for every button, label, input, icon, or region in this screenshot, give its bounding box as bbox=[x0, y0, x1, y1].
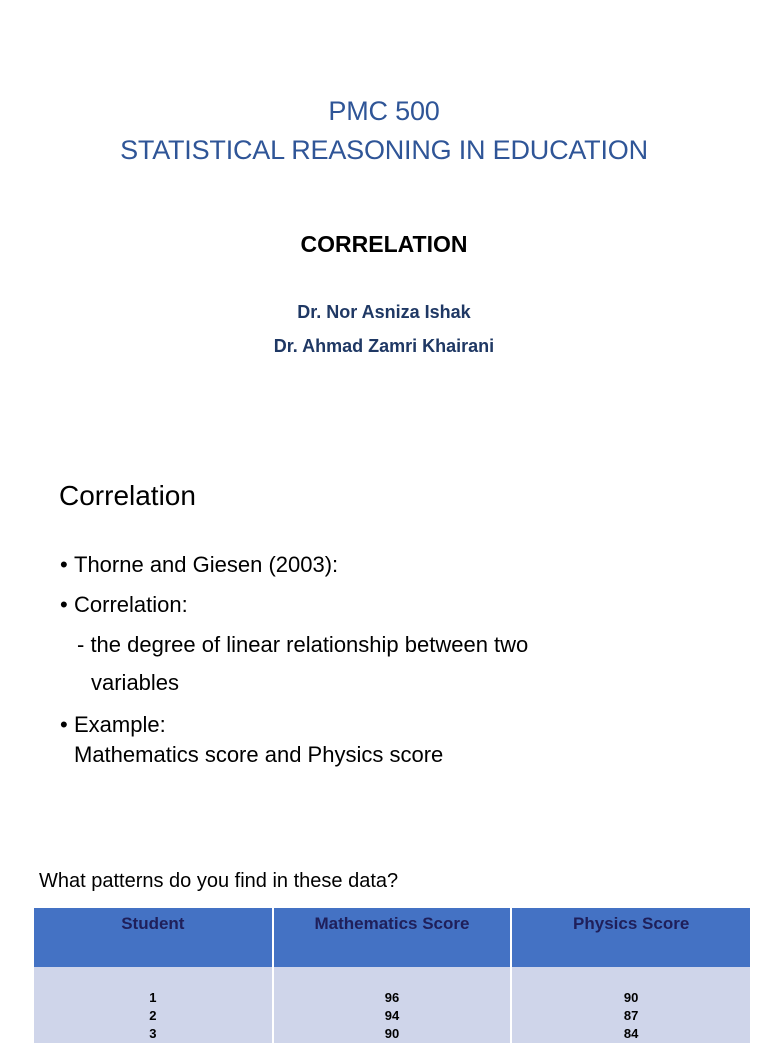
column-header-math: Mathematics Score bbox=[273, 908, 512, 967]
bullet-item bbox=[60, 590, 740, 620]
bullet-glyph: • bbox=[60, 592, 68, 617]
bullet-list bbox=[60, 550, 740, 770]
data-slide bbox=[0, 830, 768, 1041]
bullet-text: Example: bbox=[74, 712, 166, 737]
table-cell: 1 bbox=[34, 989, 273, 1007]
table-cell: 3 bbox=[34, 1025, 273, 1043]
column-header-student: Student bbox=[34, 908, 273, 967]
question-text: What patterns do you find in these data? bbox=[39, 870, 399, 892]
table-row bbox=[34, 1007, 750, 1025]
table-cell: 90 bbox=[273, 1025, 512, 1043]
definition-slide bbox=[0, 432, 768, 830]
bullet-glyph: • bbox=[60, 712, 68, 737]
bullet-text: Thorne and Giesen (2003): bbox=[74, 552, 339, 577]
table-cell: 87 bbox=[511, 1007, 750, 1025]
author-name: Dr. Nor Asniza Ishak bbox=[297, 302, 471, 322]
example-text: Mathematics score and Physics score bbox=[74, 742, 444, 767]
scores-table bbox=[34, 908, 750, 1043]
author-name: Dr. Ahmad Zamri Khairani bbox=[273, 336, 495, 356]
table-divider bbox=[34, 967, 750, 989]
table-row bbox=[34, 989, 750, 1007]
bullet-item bbox=[60, 550, 740, 580]
bullet-text: Correlation: bbox=[74, 592, 188, 617]
table-row bbox=[34, 1025, 750, 1043]
definition-line: - the degree of linear relationship between two bbox=[77, 632, 529, 657]
table-cell: 84 bbox=[511, 1025, 750, 1043]
table-cell: 90 bbox=[511, 989, 750, 1007]
bullet-item bbox=[60, 710, 740, 740]
slide-heading: Correlation bbox=[59, 480, 196, 511]
course-title: STATISTICAL REASONING IN EDUCATION bbox=[120, 135, 648, 165]
topic-title: CORRELATION bbox=[300, 231, 468, 257]
table-header-row bbox=[34, 908, 750, 967]
bullet-glyph: • bbox=[60, 552, 68, 577]
table-cell: 96 bbox=[273, 989, 512, 1007]
definition-line: variables bbox=[91, 670, 180, 695]
course-code: PMC 500 bbox=[328, 96, 440, 126]
table-cell: 94 bbox=[273, 1007, 512, 1025]
column-header-physics: Physics Score bbox=[511, 908, 750, 967]
title-slide bbox=[0, 0, 768, 432]
table-cell: 2 bbox=[34, 1007, 273, 1025]
